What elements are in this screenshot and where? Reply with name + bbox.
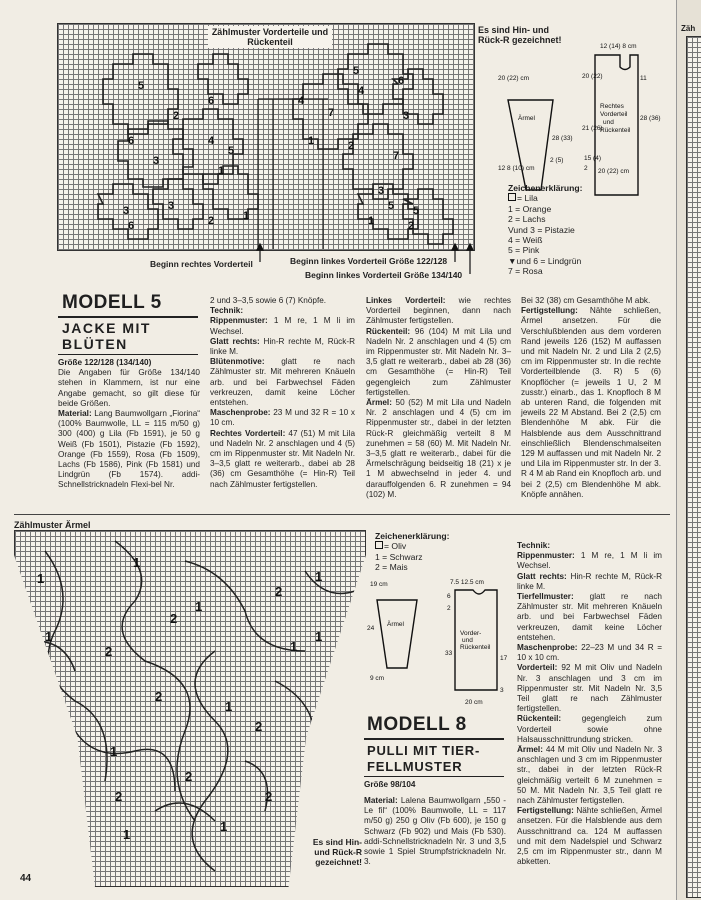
dim-label: 11 [640, 75, 647, 82]
paragraph: Maschenprobe: 22–23 M und 34 R = 10 x 10 cm. [517, 643, 662, 663]
paragraph: Rippenmuster: 1 M re, 1 M li im Wechsel. [517, 551, 662, 571]
paragraph: Tierfellmuster: glatt re nach Zählmuster str. Mit mehreren Knäueln arb. und bei Farbwechsel Fäden verkreuzen, damit keine Löcher entstehen. [517, 592, 662, 642]
filled-triangle-icon: ▼ [508, 255, 517, 266]
motif-number: 4 [298, 95, 305, 107]
motif-number: 3 [153, 155, 160, 167]
motif-number: 1 [220, 819, 228, 834]
dim-label: 12 (14) 8 cm [600, 43, 637, 50]
modell5-heading-rule [58, 316, 198, 318]
empty-square-icon [375, 541, 383, 549]
modell5-subtitle-2: BLÜTEN [62, 336, 128, 352]
page-number: 44 [20, 873, 32, 884]
dim-label: 9 cm [370, 675, 385, 682]
paragraph: Material: Lalena Baumwollgarn „550 - Le fil“ (100% Baumwolle, LL = 117 m/50 g) 250 g Oliv (Fb 600), je 150 g Schwarz (Fb 902) und Mais (Fb 530). addi-Schnellstricknadeln Nr. 3 und 3,5 sowie 1 Spiel Strumpfstricknadeln Nr. 3. [364, 796, 506, 867]
motif-number: 6 [398, 75, 405, 87]
dim-label: 21 (26) [582, 125, 603, 132]
motif-number: 2 [115, 789, 123, 804]
motif-number: 4 [358, 85, 365, 97]
label-begin-left-front-134: Beginn linkes Vorderteil Größe 134/140 [305, 270, 463, 280]
body-label: Vorderteil [600, 111, 628, 118]
legend-item: 4 = Weiß [508, 235, 543, 246]
modell5-col1 [58, 358, 200, 491]
motif-number: 2 [255, 719, 263, 734]
legend-item: = Lila [508, 193, 583, 203]
paragraph: Blütenmotive: glatt re nach Zählmuster str. Mit mehreren Knäueln arb. und bei Farbwechsel Fäden verkreuzen, damit keine Löcher entstehen. [210, 357, 355, 408]
dim-label: 20 (22) cm [498, 75, 530, 82]
motif-number: 1 [195, 599, 203, 614]
motif-number: 6 [128, 135, 135, 147]
dim-label: 2 [447, 605, 451, 612]
paragraph: Ärmel: 44 M mit Oliv und Nadeln Nr. 3 anschlagen und 3 cm im Rippenmuster str., dabei in der letzten Rück-R gleichmäßig verteilt 6 M zunehmen = 50 M. Mit Nadeln Nr. 3,5 Teil glatt re nach Zählmuster fertigstellen. [517, 745, 662, 806]
sleeve-chart [14, 530, 366, 887]
legend-item: ▼und 6 = Lindgrün [508, 255, 582, 266]
motif-number: 5 [413, 205, 420, 217]
paragraph: Rippenmuster: 1 M re, 1 M li im Wechsel. [210, 316, 355, 336]
body-label: Vorder- [460, 630, 482, 637]
modell5-subtitle-1: JACKE MIT [62, 320, 151, 336]
legend-title: Zeichenerklärung: [508, 183, 583, 193]
modell8-subtitle-2: FELLMUSTER [367, 759, 463, 774]
paragraph: Glatt rechts: Hin-R rechte M, Rück-R linke M. [210, 336, 355, 357]
motif-number: 5 [228, 145, 235, 157]
motif-number: 1 [225, 699, 233, 714]
motif-number: 1 [110, 744, 118, 759]
legend-item: 7 = Rosa [508, 266, 543, 277]
paragraph: Ärmel: 50 (52) M mit Lila und Nadeln Nr. 2 anschlagen und 4 (5) cm im Rippenmuster str., dabei in der letzten Rück-R gleichmäßig verteilt 8 M zunehmen = 58 (60) M. Mit Nadeln Nr. 3–3,5 glatt re weiterarb., dabei für die Ärmelschrägung beidseitig 18 (21) x je 1 M abwechselnd in jeder 4. und darauffolgenden 6. R zunehmen = 94 (102) M. [366, 398, 511, 499]
legend-jacket [508, 183, 583, 277]
dim-label: 20 cm [465, 699, 483, 706]
motif-number: 2 [265, 789, 273, 804]
motif-number: 1 [45, 629, 53, 644]
paragraph: Rechtes Vorderteil: 47 (51) M mit Lila und Nadeln Nr. 2 anschlagen und 4 (5) cm im Rippenmuster str. Mit Nadeln Nr. 3–3,5 glatt re weiterarb., dabei ab 28 (36) cm Gesamthöhe (= Hin-R) Teil nach Zählmuster fertigstellen. [210, 428, 355, 489]
paragraph: Rückenteil: 96 (104) M mit Lila und Nadeln Nr. 2 anschlagen und 4 (5) cm im Rippenmuster str. Mit Nadeln Nr. 3–3,5 glatt re weiterarb., dabei ab 28 (36) cm Gesamthöhe (= Hin-R) Teil gegengleich zum Zählmuster fertigstellen. [366, 326, 511, 397]
sleeve-chart-title: Zählmuster Ärmel [14, 520, 91, 530]
dim-label: 33 [445, 650, 453, 657]
modell8-subtitle-rule [364, 776, 504, 777]
motif-number: 4 [208, 135, 215, 147]
motif-number: 5 [353, 65, 360, 77]
body-label: Rechtes [600, 103, 624, 110]
motif-number: 3 [403, 110, 410, 122]
motif-number: 5 [138, 80, 145, 92]
legend-item: 1 = Schwarz [375, 551, 423, 562]
motif-number: 7 [393, 150, 400, 162]
motif-number: 1 [315, 629, 323, 644]
motif-number: 2 [155, 689, 163, 704]
legend-item: 1 = Orange [508, 203, 552, 214]
legend-item: 2 = Lachs [508, 214, 546, 225]
front-back-chart-title: Zählmuster Vorderteile und Rückenteil [208, 26, 332, 48]
dim-label: 20 (22) [582, 73, 603, 80]
sleeve-chart-motifs [15, 531, 365, 886]
dim-label: 2 [584, 165, 588, 172]
label-begin-left-front-122: Beginn linkes Vorderteil Größe 122/128 [290, 256, 448, 266]
motif-number: 2 [173, 110, 180, 122]
modell8-size: Größe 98/104 [364, 780, 416, 789]
dim-label: 28 (36) [640, 115, 661, 122]
section-divider [14, 514, 670, 515]
modell8-heading-rule [364, 738, 504, 740]
dim-label: 6 [447, 593, 451, 600]
modell8-material [364, 796, 506, 867]
paragraph: Fertigstellung: Nähte schließen, Ärmel ansetzen. Für die Halsblende aus dem Ausschnittrand ca. 124 M auffassen und mit dem Nadelspiel und Schwarz 2,5 cm im Rippenmuster str., dann M abketten. [517, 806, 662, 867]
dim-label: 7.5 12.5 cm [450, 579, 484, 586]
legend-item: Vund 3 = Pistazie [508, 224, 575, 235]
modell5-subtitle-rule [58, 354, 198, 355]
paragraph: 2 und 3–3,5 sowie 6 (7) Knöpfe. [210, 296, 327, 305]
paragraph: Die Angaben für Größe 134/140 stehen in Klammern, ist nur eine Angabe gemacht, so gilt diese für beide Größen. [58, 368, 200, 408]
front-back-chart-note: Es sind Hin- und Rück-R gezeichnet! [478, 25, 562, 45]
motif-number: 6 [208, 95, 215, 107]
motif-number: 1 [218, 165, 225, 177]
modell5-heading: MODELL 5 [62, 292, 162, 313]
motif-number: 3 [123, 205, 130, 217]
body-label: und [603, 119, 614, 126]
paragraph: Linkes Vorderteil: wie rechtes Vorderteil beginnen, dann nach Zählmuster fertigstellen. [366, 296, 511, 326]
legend-item: 2 = Mais [375, 562, 408, 573]
motif-number: 3 [378, 185, 385, 197]
modell5-col3 [366, 296, 511, 500]
dim-label: 24 [367, 625, 375, 632]
empty-square-icon [508, 193, 516, 201]
motif-number: 2 [208, 215, 215, 227]
legend-title: Zeichenerklärung: [375, 531, 450, 541]
modell5-col2 [210, 296, 355, 490]
next-page-edge-label: Zäh [681, 24, 696, 33]
legend-item: 5 = Pink [508, 245, 540, 256]
schematic-jacket [490, 40, 660, 180]
paragraph: Technik: [210, 306, 244, 316]
motif-number: 1 [123, 827, 131, 842]
body-label: Rückenteil [460, 644, 491, 651]
motif-number: 1 [315, 569, 323, 584]
motif-number: 2 [185, 769, 193, 784]
dim-label: 19 cm [370, 581, 388, 588]
dim-label: 12 8 (10) cm [498, 165, 535, 172]
v-mark-icon: V [508, 224, 514, 235]
modell8-heading: MODELL 8 [367, 714, 467, 735]
legend-item: = Oliv [375, 541, 450, 551]
motif-number: 2 [105, 644, 113, 659]
paragraph: Rückenteil: gegengleich zum Vorderteil sowie ohne Halsausschnittrundung stricken. [517, 714, 662, 744]
motif-number: 1 [37, 571, 45, 586]
motif-number: 1 [368, 215, 375, 227]
paragraph: Fertigstellung: Nähte schließen, Ärmel ansetzen. Für die Verschlußblenden aus dem vorderen Rand jeweils 126 (152) M auffassen und mit Nadeln Nr. 2 und Lila 2 (2,5) cm im Rippenmuster str. In die rechte Vorderteilblende (3. R) 5 (6) Knopflöcher (= jeweils 1 U, 2 M zusstr.) einarb., das 1. Knopfloch 8 M ab unteren Rand, die folgenden mit jeweils 22 M Abstand. Bei 2 (2,5) cm Blendenhöhe M abk. Für die Halsblende aus dem Ausschnittrand einschließlich Blendenschmalseiten 129 M auffassen und mit Nadeln Nr. 2 und Lila im Rippenmuster str. In der 3. R 4 M ab Rand ein Knopfloch arb. und bei 2 (2,5) cm Blendenhöhe M abk. Knöpfe annähen. [521, 306, 661, 499]
motif-number: 3 [168, 200, 175, 212]
motif-number: 6 [128, 220, 135, 232]
paragraph: Technik: [517, 541, 551, 550]
front-back-chart-motifs [58, 24, 474, 250]
dim-label: 15 (4) [584, 155, 601, 162]
modell8-right-col [517, 541, 662, 868]
body-label: und [462, 637, 473, 644]
sleeve-chart-note: Es sind Hin- und Rück-R gezeichnet! [312, 837, 362, 867]
motif-number: 1 [308, 135, 315, 147]
schematic-sleeve-label: Ärmel [387, 621, 404, 628]
dim-label: 2 (5) [550, 157, 564, 164]
body-label: Rückenteil [600, 127, 631, 134]
paragraph: Glatt rechts: Hin-R rechte M, Rück-R linke M. [517, 571, 662, 591]
begin-arrows [255, 244, 475, 264]
schematic-sleeve-label: Ärmel [518, 115, 535, 122]
motif-number: 2 [170, 611, 178, 626]
motif-number: 2 [408, 220, 415, 232]
paragraph: Maschenprobe: 23 M und 32 R = 10 x 10 cm. [210, 408, 355, 428]
modell5-col4 [521, 296, 661, 500]
schematic-pulli [365, 580, 515, 710]
motif-number: 1 [133, 555, 141, 570]
modell8-subtitle-1: PULLI MIT TIER- [367, 743, 481, 758]
dim-label: 20 (22) cm [598, 168, 630, 175]
next-page-chart-edge [686, 36, 701, 898]
legend-pulli [375, 531, 450, 573]
motif-number: 7 [328, 107, 335, 119]
label-begin-right-front: Beginn rechtes Vorderteil [150, 259, 253, 269]
motif-number: 5 [388, 200, 395, 212]
paragraph: Material: Lang Baumwollgarn „Fiorina“ (100% Baumwolle, LL = 115 m/50 g) 300 (400) g Lila (Fb 1591), je 50 g Weiß (Fb 1501), Pistazie (Fb 1592), Orange (Fb 1559), Rosa (Fb 1509), Lachs (Fb 1586), Pink (Fb 1581) und Lindgrün (Fb 1574). addi-Schnellstricknadeln Flexi-bel Nr. [58, 409, 200, 490]
dim-label: 17 [500, 655, 508, 662]
size-line: Größe 122/128 (134/140) [58, 358, 152, 367]
motif-number: 2 [348, 140, 355, 152]
dim-label: 28 (33) [552, 135, 573, 142]
motif-number: 1 [243, 210, 250, 222]
motif-number: 1 [290, 639, 298, 654]
paragraph: Bei 32 (38) cm Gesamthöhe M abk. [521, 296, 651, 305]
dim-label: 3 [500, 687, 504, 694]
paragraph: Vorderteil: 92 M mit Oliv und Nadeln Nr. 3 anschlagen und 3 cm im Rippenmuster str. Mit Nadeln Nr. 3,5 Teil glatt re nach Zählmuster fertigstellen. [517, 663, 662, 714]
motif-number: 2 [275, 584, 283, 599]
